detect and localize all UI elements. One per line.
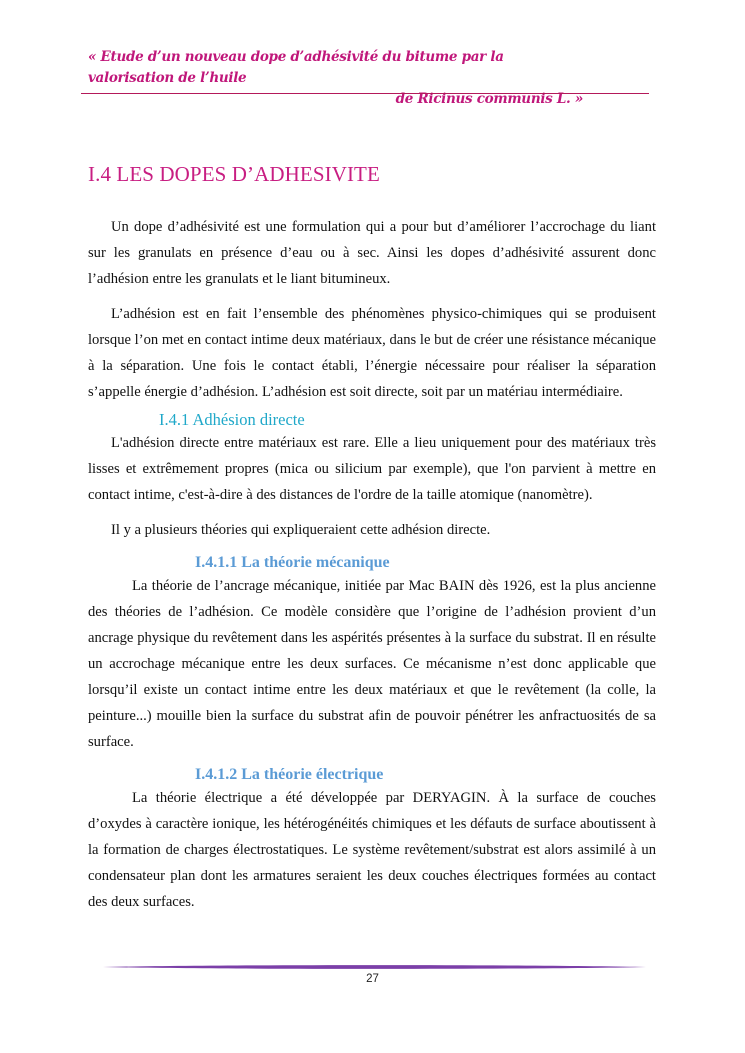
footer-divider xyxy=(103,962,646,972)
paragraph-theories-intro: Il y a plusieurs théories qui expliqueraient cette adhésion directe. xyxy=(111,522,491,538)
paragraph-adhesion-definition: L’adhésion est en fait l’ensemble des phénomènes physico-chimiques qui se produisent lorsque l’on met en contact intime deux matériaux, dans le but de créer une résistance mécanique à la séparation. Une fois le contact établi, l’énergie nécessaire pour réaliser la séparation s’appelle énergie d’adhésion. L’adhésion est soit directe, soit par un matériau intermédiaire. xyxy=(88,306,656,400)
page-number: 27 xyxy=(366,973,379,985)
paragraph-direct-adhesion: L'adhésion directe entre matériaux est rare. Elle a lieu uniquement pour des matériaux très lisses et extrêmement propres (mica ou silicium par exemple), que l'on parvient à mettre en contact intime, c'est-à-dire à des distances de l'ordre de la taille atomique (nanomètre). xyxy=(88,435,656,503)
running-header-line-2: de Ricinus communis L. » xyxy=(395,91,583,107)
page-content xyxy=(88,160,656,915)
section-title: I.4 LES DOPES D’ADHESIVITE xyxy=(88,162,380,186)
paragraph-dope-definition: Un dope d’adhésivité est une formulation qui a pour but d’améliorer l’accrochage du liant sur les granulats en présence d’eau ou à sec. Ainsi les dopes d’adhésivité assurent donc l’adhésion entre les granulats et le liant bitumineux. xyxy=(88,219,656,287)
subsection-title: I.4.1 Adhésion directe xyxy=(159,410,305,429)
paragraph-mechanical-theory: La théorie de l’ancrage mécanique, initiée par Mac BAIN dès 1926, est la plus ancienne des théories de l’adhésion. Ce modèle considère que l’origine de l’adhésion provient d’un ancrage physique du revêtement dans les aspérités présentes à la surface du substrat. Il en résulte un accrochage mécanique entre les deux surfaces. Ce mécanisme n’est donc applicable que lorsqu’il existe un contact intime entre les deux matériaux et que le revêtement (la colle, la peinture...) mouille bien la surface du substrat afin de pouvoir pénétrer les anfractuosités de sa surface. xyxy=(88,578,656,750)
electrical-theory-title: I.4.1.2 La théorie électrique xyxy=(195,766,384,783)
running-header xyxy=(88,47,583,110)
running-header-line-1: « Etude d’un nouveau dope d’adhésivité du bitume par la valorisation de l’huile xyxy=(88,49,504,86)
paragraph-electrical-theory: La théorie électrique a été développée par DERYAGIN. À la surface de couches d’oxydes à caractère ionique, les hétérogénéités chimiques et les défauts de surface aboutissent à la formation de charges électrostatiques. Le système revêtement/substrat est alors assimilé à un condensateur plan dont les armatures seraient les deux couches électriques formées au contact des deux surfaces. xyxy=(88,790,656,910)
mechanical-theory-title: I.4.1.1 La théorie mécanique xyxy=(195,554,390,571)
header-divider xyxy=(81,93,649,94)
